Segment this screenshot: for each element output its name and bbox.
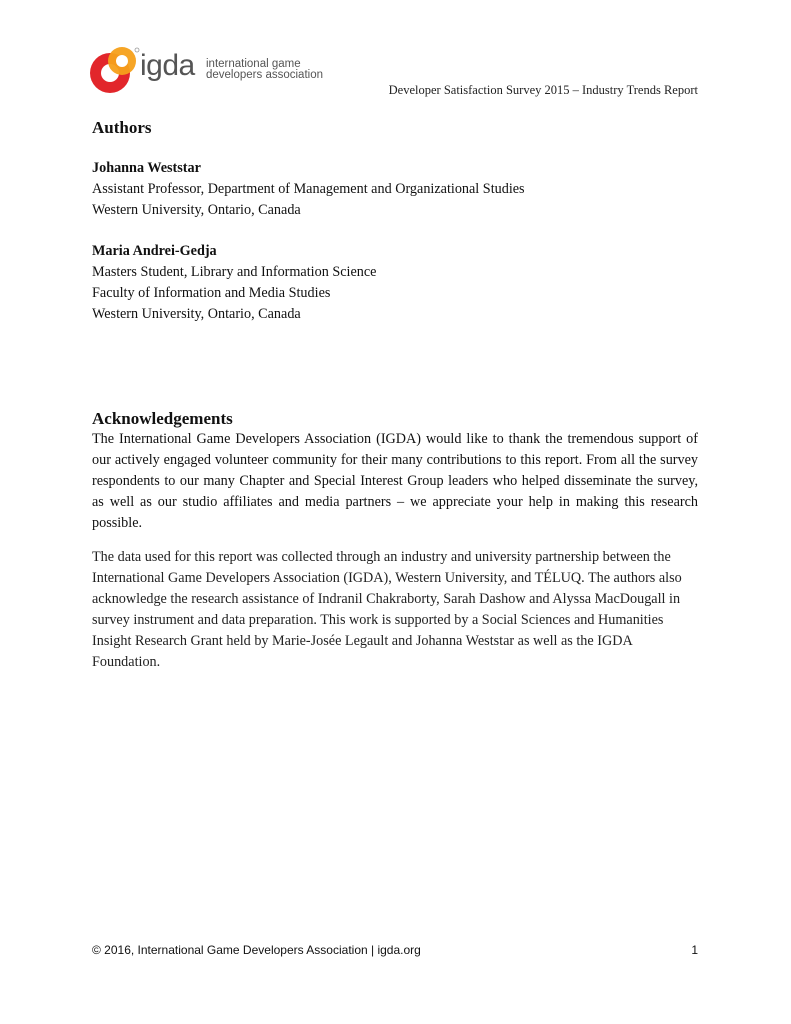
acknowledgements-paragraph: The International Game Developers Association (IGDA) would like to thank the tremendous support of our actively engaged volunteer community for their many contributions to this report. From all the survey respondents to our many Chapter and Special Interest Group leaders who helped disseminate the survey, as well as our studio affiliates and media partners – we appreciate your help in making this research possible. bbox=[92, 431, 698, 531]
author-block bbox=[92, 241, 698, 325]
igda-logo bbox=[86, 44, 326, 98]
page-number: 1 bbox=[691, 943, 698, 957]
igda-logo-icon bbox=[86, 44, 140, 98]
author-affiliation: Masters Student, Library and Information Science bbox=[92, 264, 377, 280]
author-affiliation: Western University, Ontario, Canada bbox=[92, 306, 301, 322]
author-block bbox=[92, 158, 698, 221]
logo-wordmark: igda bbox=[140, 49, 195, 82]
report-title: Developer Satisfaction Survey 2015 – Industry Trends Report bbox=[388, 83, 698, 97]
authors-heading: Authors bbox=[92, 118, 152, 137]
author-name: Maria Andrei-Gedja bbox=[92, 243, 217, 259]
page-content bbox=[92, 118, 698, 673]
author-name: Johanna Weststar bbox=[92, 160, 201, 176]
footer-copyright: © 2016, International Game Developers Association | igda.org bbox=[92, 943, 421, 957]
data-source-paragraph: The data used for this report was collected through an industry and university partnership between the International Game Developers Association (IGDA), Western University, and TÉLUQ. The authors also acknowledge the research assistance of Indranil Chakraborty, Sarah Dashow and Alyssa MacDougall in survey instrument and data preparation. This work is supported by a Social Sciences and Humanities Insight Research Grant held by Marie-Josée Legault and Johanna Weststar as well as the IGDA Foundation. bbox=[92, 549, 682, 670]
logo-subtitle-line1: international game bbox=[206, 58, 301, 70]
acknowledgements-heading: Acknowledgements bbox=[92, 409, 233, 428]
logo-subtitle bbox=[206, 59, 323, 81]
logo-subtitle-line2: developers association bbox=[206, 69, 323, 81]
author-affiliation: Assistant Professor, Department of Management and Organizational Studies bbox=[92, 181, 525, 197]
author-affiliation: Western University, Ontario, Canada bbox=[92, 202, 301, 218]
author-affiliation: Faculty of Information and Media Studies bbox=[92, 285, 331, 301]
